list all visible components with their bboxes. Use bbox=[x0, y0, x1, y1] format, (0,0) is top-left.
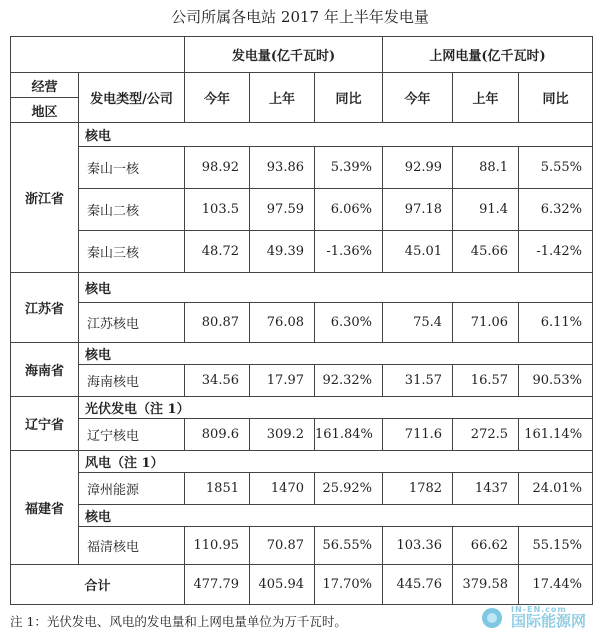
gen-yoy: 6.30% bbox=[315, 303, 383, 343]
gen-this-year: 103.5 bbox=[185, 189, 250, 231]
station-name: 辽宁核电 bbox=[79, 419, 185, 451]
footnote: 注 1：光伏发电、风电的发电量和上网电量单位为万千瓦时。 bbox=[10, 614, 347, 629]
grid-yoy: 161.14% bbox=[519, 419, 593, 451]
gen-yoy: -1.36% bbox=[315, 231, 383, 273]
station-name: 秦山二核 bbox=[79, 189, 185, 231]
grid-this-year: 45.01 bbox=[383, 231, 453, 273]
type-row bbox=[11, 505, 593, 527]
gen-last-year: 17.97 bbox=[250, 365, 315, 397]
grid-this-year: 75.4 bbox=[383, 303, 453, 343]
gen-yoy: 6.06% bbox=[315, 189, 383, 231]
station-name: 海南核电 bbox=[79, 365, 185, 397]
grid-yoy: 55.15% bbox=[519, 527, 593, 565]
grid-last-year: 66.62 bbox=[453, 527, 519, 565]
station-name: 福清核电 bbox=[79, 527, 185, 565]
grid-yoy: 24.01% bbox=[519, 473, 593, 505]
total-gen-yoy: 17.70% bbox=[315, 565, 383, 605]
gen-yoy: 161.84% bbox=[315, 419, 383, 451]
type-label: 核电 bbox=[79, 343, 593, 365]
gen-this-year: 98.92 bbox=[185, 147, 250, 189]
globe-icon bbox=[482, 608, 502, 628]
gen-last-year: 1470 bbox=[250, 473, 315, 505]
table-row bbox=[11, 419, 593, 451]
header-gen-this-year: 今年 bbox=[185, 73, 250, 123]
station-name: 秦山三核 bbox=[79, 231, 185, 273]
gen-this-year: 34.56 bbox=[185, 365, 250, 397]
type-row bbox=[11, 123, 593, 147]
watermark-text bbox=[511, 606, 586, 629]
type-label: 风电（注 1） bbox=[79, 451, 593, 473]
total-gen-last-year: 405.94 bbox=[250, 565, 315, 605]
gen-last-year: 93.86 bbox=[250, 147, 315, 189]
table-row bbox=[11, 189, 593, 231]
grid-last-year: 91.4 bbox=[453, 189, 519, 231]
grid-this-year: 1782 bbox=[383, 473, 453, 505]
header-row-1 bbox=[11, 37, 593, 73]
region-hainan: 海南省 bbox=[11, 343, 79, 397]
gen-this-year: 110.95 bbox=[185, 527, 250, 565]
gen-yoy: 5.39% bbox=[315, 147, 383, 189]
type-label: 核电 bbox=[79, 505, 593, 527]
gen-yoy: 56.55% bbox=[315, 527, 383, 565]
grid-yoy: -1.42% bbox=[519, 231, 593, 273]
type-row bbox=[11, 273, 593, 303]
header-grid-last-year: 上年 bbox=[453, 73, 519, 123]
gen-this-year: 48.72 bbox=[185, 231, 250, 273]
header-region-top: 经营 bbox=[11, 73, 79, 98]
table-row bbox=[11, 303, 593, 343]
watermark-brand: 国际能源网 bbox=[510, 612, 586, 630]
gen-yoy: 92.32% bbox=[315, 365, 383, 397]
header-grid: 上网电量(亿千瓦时) bbox=[383, 37, 593, 73]
total-label: 合计 bbox=[11, 565, 185, 605]
header-grid-yoy: 同比 bbox=[519, 73, 593, 123]
grid-last-year: 272.5 bbox=[453, 419, 519, 451]
gen-last-year: 70.87 bbox=[250, 527, 315, 565]
grid-this-year: 92.99 bbox=[383, 147, 453, 189]
grid-last-year: 1437 bbox=[453, 473, 519, 505]
station-name: 秦山一核 bbox=[79, 147, 185, 189]
total-grid-last-year: 379.58 bbox=[453, 565, 519, 605]
total-grid-yoy: 17.44% bbox=[519, 565, 593, 605]
table-row bbox=[11, 147, 593, 189]
header-gen-last-year: 上年 bbox=[250, 73, 315, 123]
type-label: 核电 bbox=[79, 273, 593, 303]
region-fujian: 福建省 bbox=[11, 451, 79, 565]
grid-last-year: 88.1 bbox=[453, 147, 519, 189]
grid-this-year: 31.57 bbox=[383, 365, 453, 397]
table-row bbox=[11, 473, 593, 505]
station-name: 江苏核电 bbox=[79, 303, 185, 343]
type-row bbox=[11, 451, 593, 473]
station-name: 漳州能源 bbox=[79, 473, 185, 505]
grid-yoy: 6.32% bbox=[519, 189, 593, 231]
table-title: 公司所属各电站 2017 年上半年发电量 bbox=[171, 8, 429, 26]
grid-this-year: 711.6 bbox=[383, 419, 453, 451]
grid-this-year: 103.36 bbox=[383, 527, 453, 565]
grid-yoy: 6.11% bbox=[519, 303, 593, 343]
header-gen-yoy: 同比 bbox=[315, 73, 383, 123]
table-row bbox=[11, 527, 593, 565]
header-generation: 发电量(亿千瓦时) bbox=[185, 37, 383, 73]
gen-yoy: 25.92% bbox=[315, 473, 383, 505]
grid-yoy: 5.55% bbox=[519, 147, 593, 189]
header-type: 发电类型/公司 bbox=[79, 73, 185, 123]
gen-last-year: 76.08 bbox=[250, 303, 315, 343]
table-row bbox=[11, 365, 593, 397]
type-label: 核电 bbox=[79, 123, 593, 147]
table-row bbox=[11, 231, 593, 273]
header-row-2 bbox=[11, 73, 593, 98]
watermark-url: IN-EN.com bbox=[510, 605, 567, 614]
gen-last-year: 97.59 bbox=[250, 189, 315, 231]
gen-this-year: 1851 bbox=[185, 473, 250, 505]
type-row bbox=[11, 343, 593, 365]
watermark bbox=[482, 606, 586, 629]
grid-last-year: 71.06 bbox=[453, 303, 519, 343]
gen-this-year: 809.6 bbox=[185, 419, 250, 451]
grid-this-year: 97.18 bbox=[383, 189, 453, 231]
grid-last-year: 16.57 bbox=[453, 365, 519, 397]
header-grid-this-year: 今年 bbox=[383, 73, 453, 123]
gen-last-year: 49.39 bbox=[250, 231, 315, 273]
total-grid-this-year: 445.76 bbox=[383, 565, 453, 605]
grid-yoy: 90.53% bbox=[519, 365, 593, 397]
type-row bbox=[11, 397, 593, 419]
region-zhejiang: 浙江省 bbox=[11, 123, 79, 273]
total-row bbox=[11, 565, 593, 605]
type-label: 光伏发电（注 1） bbox=[79, 397, 593, 419]
power-generation-table bbox=[10, 36, 593, 605]
total-gen-this-year: 477.79 bbox=[185, 565, 250, 605]
header-blank-cell bbox=[11, 37, 185, 73]
grid-last-year: 45.66 bbox=[453, 231, 519, 273]
region-liaoning: 辽宁省 bbox=[11, 397, 79, 451]
header-region-bottom: 地区 bbox=[11, 98, 79, 123]
gen-this-year: 80.87 bbox=[185, 303, 250, 343]
gen-last-year: 309.2 bbox=[250, 419, 315, 451]
region-jiangsu: 江苏省 bbox=[11, 273, 79, 343]
